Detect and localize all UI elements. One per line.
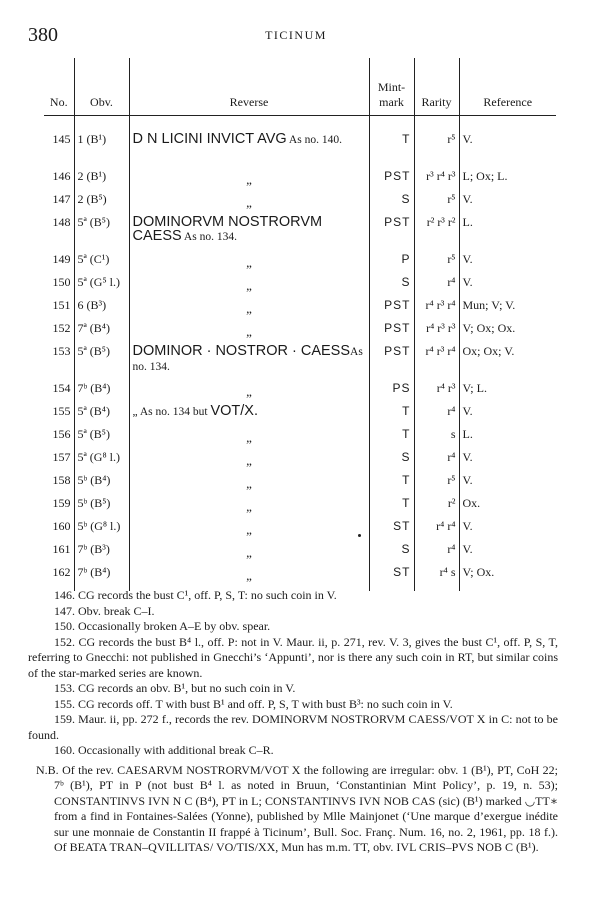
cell-rarity: r⁵ [414,473,459,496]
cell-reverse [129,215,369,252]
cell-reference: V. [459,275,556,298]
cell-no: 145 [52,132,71,146]
ditto-mark: „ [246,545,252,560]
header-obv: Obv. [74,58,129,116]
ditto-mark: „ [246,255,252,270]
cell-no: 159 [52,496,71,510]
cell-obv: 1 (B¹) [74,132,129,169]
reverse-legend: D N LICINI INVICT AVG [132,131,287,147]
cell-reference: L. [459,427,556,450]
cell-rarity: r⁴ [414,275,459,298]
cell-rarity: r³ r⁴ r³ [414,169,459,192]
page-number: 380 [28,24,58,46]
table-row [44,169,556,192]
ditto-mark: „ [246,453,252,468]
table-row [44,321,556,344]
cell-rarity: r⁴ [414,450,459,473]
cell-obv: 5ª (B⁵) [74,344,129,381]
cell-no: 149 [52,252,71,266]
table-row [44,427,556,450]
cell-rarity: r² [414,496,459,519]
table-row [44,381,556,404]
table-row [44,542,556,565]
table-row [44,519,556,542]
cell-no: 152 [52,321,71,335]
footnote: 160. Occasionally with additional break C–R. [54,743,274,757]
cell-reference: Mun; V; V. [459,298,556,321]
cell-reverse [129,344,369,381]
ditto-mark: „ [246,476,252,491]
table-row [44,132,556,169]
cell-obv: 5ª (B⁴) [74,404,129,427]
ditto-mark: „ [246,384,252,399]
reverse-legend: DOMINORVM NOSTRORVM CAESS [132,214,323,244]
cell-reference: Ox; Ox; V. [459,344,556,381]
cell-no: 146 [52,169,71,183]
table-row [44,215,556,252]
cell-no: 151 [52,298,71,312]
cell-reference: V. [459,473,556,496]
cell-reference: V. [459,132,556,169]
cell-reference: Ox. [459,496,556,519]
cell-reverse [129,450,369,473]
cell-obv: 5ª (C¹) [74,252,129,275]
table-row [44,473,556,496]
cell-no: 162 [52,565,71,579]
reverse-legend: DOMINOR · NOSTROR · CAESS [132,343,351,359]
cell-rarity: r⁵ [414,252,459,275]
cell-no: 160 [52,519,71,533]
cell-rarity: s [414,427,459,450]
footnote: 155. CG records off. T with bust B¹ and off. P, S, T with bust B³: no such coin in V. [54,696,453,711]
coin-catalogue-table [44,58,556,591]
cell-reference: V. [459,252,556,275]
cell-mintmark: PST [369,169,414,192]
cell-mintmark: P [369,252,414,275]
cell-no: 155 [52,404,71,418]
cell-mintmark: T [369,473,414,496]
table-row [44,298,556,321]
cell-reverse [129,542,369,565]
ditto-mark: „ [246,324,252,339]
table-row [44,344,556,381]
header-mintmark: Mint- mark [369,58,414,116]
running-head: TICINUM [265,28,327,42]
cell-no: 156 [52,427,71,441]
cell-rarity: r⁵ [414,132,459,169]
footnote: 159. Maur. ii, pp. 272 f., records the rev. DOMINORVM NOSTRORVM CAESS/VOT X in C: not to be found. [28,712,558,742]
cell-reverse [129,519,369,542]
cell-obv: 7ª (B⁴) [74,321,129,344]
table-row [44,450,556,473]
cell-rarity: r⁴ r⁴ [414,519,459,542]
cell-obv: 5ᵇ (B⁵) [74,496,129,519]
cell-reverse [129,132,369,169]
cell-mintmark: PST [369,321,414,344]
ditto-mark: „ [246,430,252,445]
cell-reference: L; Ox; L. [459,169,556,192]
cell-reverse [129,169,369,192]
stray-dot [358,534,361,537]
cell-obv: 7ᵇ (B³) [74,542,129,565]
header-reverse: Reverse [129,58,369,116]
cell-reverse [129,496,369,519]
cell-reverse [129,275,369,298]
ditto-mark: „ [246,499,252,514]
cell-reverse [129,192,369,215]
cell-no: 147 [52,192,71,206]
cell-rarity: r² r³ r² [414,215,459,252]
cell-mintmark: T [369,404,414,427]
footnote: 152. CG records the bust B⁴ l., off. P: not in V. Maur. ii, p. 271, rev. V. 3, gives the bust C¹, off. P, S, T, referring to Gnecchi: not published in Gnecchi’s ‘Appunti’, nor is there any such coin in RT, but similar coins of the star-marked series are known. [28,634,558,680]
cell-reference: V; Ox; Ox. [459,321,556,344]
cell-rarity: r⁴ s [414,565,459,591]
reverse-legend: VOT/X. [210,403,258,419]
cell-rarity: r⁴ r³ r⁴ [414,344,459,381]
header-no: No. [44,58,74,116]
cell-rarity: r⁴ r³ r³ [414,321,459,344]
cell-obv: 5ª (G⁵ l.) [74,275,129,298]
cell-mintmark: PST [369,344,414,381]
cell-reference: V; L. [459,381,556,404]
cell-obv: 5ᵇ (G⁸ l.) [74,519,129,542]
table-row [44,252,556,275]
cell-obv: 2 (B¹) [74,169,129,192]
footnotes [28,588,558,856]
cell-rarity: r⁴ r³ [414,381,459,404]
cell-mintmark: T [369,496,414,519]
cell-mintmark: S [369,450,414,473]
ditto-mark: „ [246,172,252,187]
cell-mintmark: T [369,427,414,450]
table-row [44,192,556,215]
reverse-note: As no. 134. [132,346,363,373]
cell-obv: 2 (B⁵) [74,192,129,215]
cell-reference: V. [459,519,556,542]
cell-rarity: r⁴ [414,404,459,427]
cell-no: 153 [52,344,71,358]
cell-rarity: r⁴ [414,542,459,565]
cell-obv: 5ª (G⁸ l.) [74,450,129,473]
reverse-note: „ As no. 134 but [132,406,211,418]
cell-obv: 5ª (B⁵) [74,215,129,252]
ditto-mark: „ [246,522,252,537]
table-row [44,275,556,298]
cell-reverse [129,404,369,427]
cell-reverse [129,321,369,344]
cell-reverse [129,298,369,321]
cell-mintmark: PS [369,381,414,404]
cell-no: 154 [52,381,71,395]
ditto-mark: „ [246,195,252,210]
cell-mintmark: ST [369,519,414,542]
cell-reverse [129,252,369,275]
cell-obv: 7ᵇ (B⁴) [74,565,129,591]
header-reference: Reference [459,58,556,116]
footnote: 147. Obv. break C–I. [54,603,155,618]
cell-reference: V. [459,404,556,427]
reverse-note: As no. 134. [181,231,237,243]
header-rarity: Rarity [414,58,459,116]
cell-reverse [129,381,369,404]
cell-rarity: r⁵ [414,192,459,215]
cell-mintmark: S [369,542,414,565]
cell-no: 158 [52,473,71,487]
footnote: 150. Occasionally broken A–E by obv. spear. [54,619,271,633]
cell-no: 161 [52,542,71,556]
cell-obv: 6 (B³) [74,298,129,321]
cell-obv: 5ᵇ (B⁴) [74,473,129,496]
cell-mintmark: ST [369,565,414,591]
cell-obv: 5ª (B⁵) [74,427,129,450]
ditto-mark: „ [246,568,252,583]
cell-mintmark: T [369,132,414,169]
cell-mintmark: PST [369,298,414,321]
nb-paragraph: N.B. Of the rev. CAESARVM NOSTRORVM/VOT X the following are irregular: obv. 1 (B¹), PT, CoH 22; 7ᵇ (B¹), PT in P (not bust B⁴ l. as noted in Bruun, ‘Constantinian Mint Policy’, p. 19, n. 53); CONSTANTINVS IVN N C (B⁴), PT in L; CONSTANTINVS IVN NOB CAS (sic) (B¹) marked ◡TT∗ from a find in Fontaines-Salées (Yonne), published by Mlle Mainjonet (‘Une marque d’exergue inédite sur une monnaie de Constantin II frappé à Ticinum’, Bull. Soc. Franç. Num. 16, no. 2, 1961, pp. 18 f.). Of BEATA TRAN–QVILLITAS/ VO/TIS/XX, Mun has m.m. TT, obv. IVL CRIS–PVS NOB C (B¹). [36,762,558,854]
cell-no: 157 [52,450,71,464]
cell-mintmark: PST [369,215,414,252]
cell-reference: V; Ox. [459,565,556,591]
cell-mintmark: S [369,192,414,215]
ditto-mark: „ [246,301,252,316]
cell-rarity: r⁴ r³ r⁴ [414,298,459,321]
cell-reference: V. [459,192,556,215]
table-row [44,496,556,519]
table-row [44,404,556,427]
cell-no: 148 [52,215,71,229]
cell-reference: V. [459,450,556,473]
cell-reverse [129,427,369,450]
cell-no: 150 [52,275,71,289]
cell-reference: L. [459,215,556,252]
reverse-note: As no. 140. [286,134,342,146]
cell-mintmark: S [369,275,414,298]
footnote: 153. CG records an obv. B¹, but no such coin in V. [54,681,296,695]
cell-reverse [129,473,369,496]
ditto-mark: „ [246,278,252,293]
cell-reference: V. [459,542,556,565]
cell-obv: 7ᵇ (B⁴) [74,381,129,404]
footnote: 146. CG records the bust C¹, off. P, S, T: no such coin in V. [54,588,337,602]
